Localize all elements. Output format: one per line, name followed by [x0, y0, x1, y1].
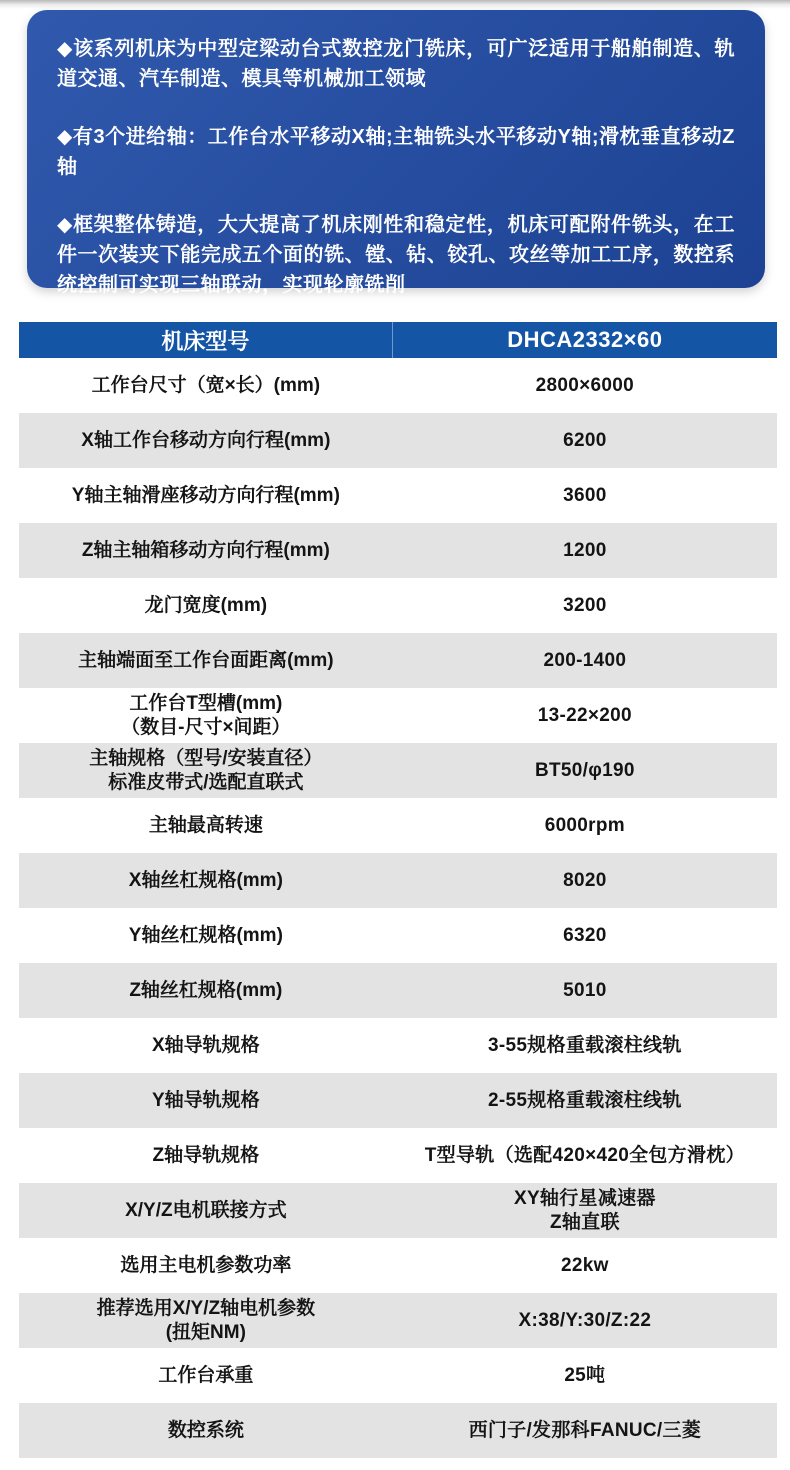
- table-row: [19, 688, 777, 743]
- spec-label: 数控系统: [167, 1419, 244, 1441]
- spec-label: 主轴规格（型号/安装直径） 标准皮带式/选配直联式: [89, 747, 323, 793]
- table-row: [19, 468, 777, 523]
- spec-label: X轴导轨规格: [152, 1034, 260, 1056]
- table-row: [19, 1293, 777, 1348]
- spec-value: 8020: [563, 869, 607, 891]
- spec-value: 3200: [563, 594, 607, 616]
- intro-bullet: ◆该系列机床为中型定梁动台式数控龙门铣床，可广泛适用于船舶制造、轨道交通、汽车制造、模具等机械加工领域: [57, 38, 735, 90]
- spec-value: XY轴行星减速器 Z轴直联: [513, 1187, 656, 1233]
- spec-value: 西门子/发那科FANUC/三菱: [468, 1419, 702, 1441]
- spec-value: 25吨: [564, 1364, 606, 1386]
- spec-label: 工作台尺寸（宽×长）(mm): [91, 374, 321, 396]
- spec-value: BT50/φ190: [534, 759, 635, 781]
- table-row: [19, 413, 777, 468]
- header-model-label: 机床型号: [19, 322, 393, 358]
- spec-value: X:38/Y:30/Z:22: [518, 1309, 652, 1331]
- spec-label: Y轴主轴滑座移动方向行程(mm): [71, 484, 340, 506]
- table-row: [19, 853, 777, 908]
- spec-value: 3600: [563, 484, 607, 506]
- intro-bullet: ◆有3个进给轴：工作台水平移动X轴;主轴铣头水平移动Y轴;滑枕垂直移动Z轴: [57, 126, 735, 178]
- spec-value: 1200: [563, 539, 607, 561]
- spec-table: [19, 322, 777, 1458]
- spec-label: Z轴丝杠规格(mm): [129, 979, 283, 1001]
- table-row: [19, 523, 777, 578]
- table-row: [19, 1073, 777, 1128]
- spec-label: 主轴端面至工作台面距离(mm): [78, 649, 334, 671]
- spec-value: 200-1400: [543, 649, 627, 671]
- spec-value: T型导轨（选配420×420全包方滑枕）: [424, 1144, 745, 1166]
- spec-label: X轴工作台移动方向行程(mm): [81, 429, 331, 451]
- spec-label: 选用主电机参数功率: [120, 1254, 292, 1276]
- table-row: [19, 908, 777, 963]
- spec-value: 6000rpm: [544, 814, 625, 836]
- table-row: [19, 798, 777, 853]
- spec-value: 5010: [563, 979, 607, 1001]
- header-model-value: DHCA2332×60: [507, 327, 663, 352]
- spec-label: Z轴主轴箱移动方向行程(mm): [81, 539, 330, 561]
- spec-table-body: [19, 358, 777, 1458]
- spec-label: Y轴丝杠规格(mm): [128, 924, 283, 946]
- spec-label: 工作台T型槽(mm) （数目-尺寸×间距）: [121, 692, 291, 738]
- table-row: [19, 1238, 777, 1293]
- spec-label: Z轴导轨规格: [152, 1144, 260, 1166]
- table-row: [19, 1403, 777, 1458]
- table-row: [19, 633, 777, 688]
- spec-value: 6200: [563, 429, 607, 451]
- table-row: [19, 1018, 777, 1073]
- spec-value: 2-55规格重载滚柱线轨: [488, 1089, 682, 1111]
- table-row: [19, 1128, 777, 1183]
- table-row: [19, 963, 777, 1018]
- spec-value: 6320: [563, 924, 607, 946]
- table-row: [19, 358, 777, 413]
- spec-label: X/Y/Z电机联接方式: [125, 1199, 287, 1221]
- table-row: [19, 743, 777, 798]
- table-row: [19, 578, 777, 633]
- spec-value: 2800×6000: [535, 374, 635, 396]
- spec-label: 推荐选用X/Y/Z轴电机参数 (扭矩NM): [96, 1297, 316, 1343]
- spec-label: 龙门宽度(mm): [144, 594, 268, 616]
- table-row: [19, 1183, 777, 1238]
- spec-label: X轴丝杠规格(mm): [128, 869, 283, 891]
- spec-value: 22kw: [561, 1254, 609, 1276]
- spec-value: 13-22×200: [537, 704, 632, 726]
- top-shadow-divider: [0, 0, 790, 9]
- spec-label: Y轴导轨规格: [152, 1089, 260, 1111]
- product-intro-card: [27, 10, 765, 296]
- intro-bullet: ◆框架整体铸造，大大提高了机床刚性和稳定性，机床可配附件铣头，在工件一次装夹下能完成五个面的铣、镗、钻、铰孔、攻丝等加工工序，数控系统控制可实现三轴联动，实现轮廓铣削: [57, 214, 735, 296]
- spec-label: 主轴最高转速: [148, 814, 263, 836]
- spec-value: 3-55规格重载滚柱线轨: [488, 1034, 682, 1056]
- spec-label: 工作台承重: [158, 1364, 254, 1386]
- table-row: [19, 1348, 777, 1403]
- intro-bullets: [57, 34, 735, 300]
- spec-table-header: [19, 322, 777, 358]
